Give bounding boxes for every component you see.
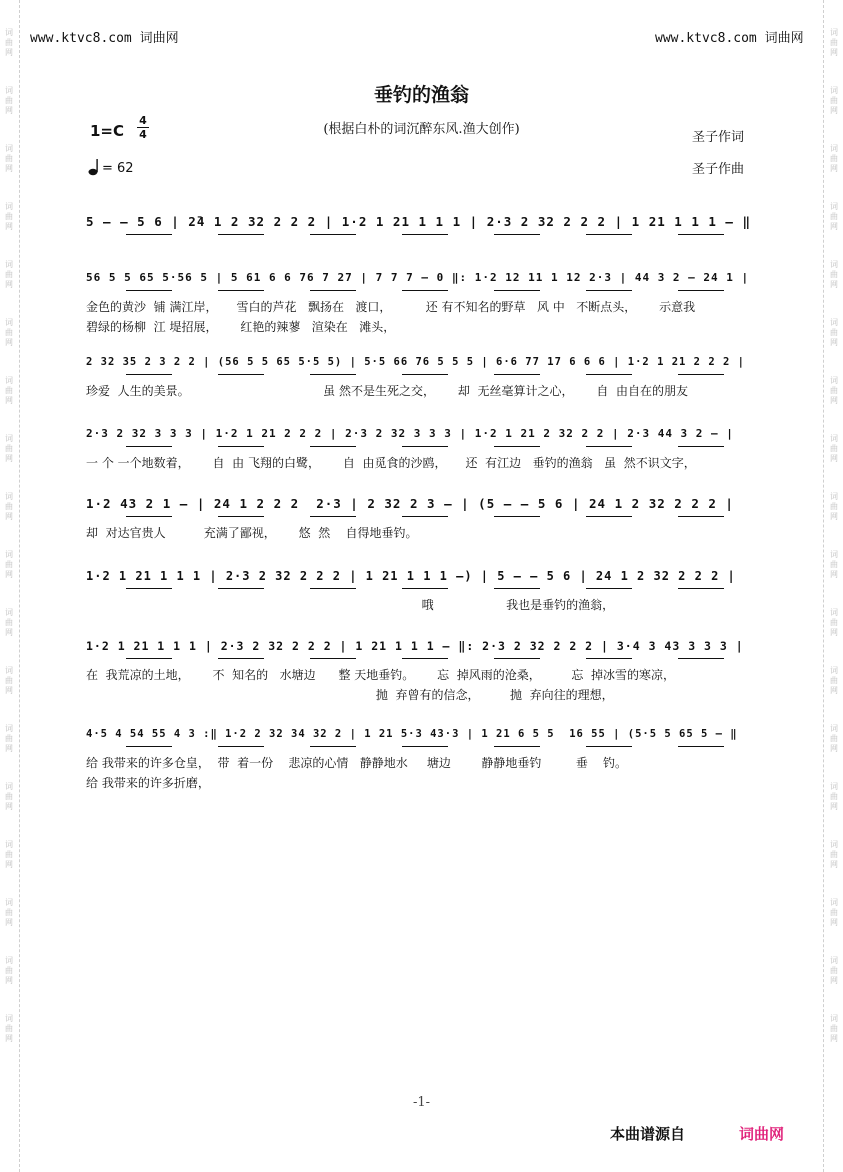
beam-line — [218, 446, 264, 447]
watermark-group — [5, 666, 13, 696]
watermark-char: 词 — [830, 782, 838, 791]
beam-line — [310, 234, 356, 235]
notation-line: 5 — — 5 6 | 2̄4 1 2 32 2 2 2 | 1·2 1 21 1 1 1 | 2·3 2 32 2 2 2 | 1 21 1 1 1 — ‖ — [86, 214, 751, 229]
beam-lines — [86, 234, 766, 240]
watermark-char: 词 — [830, 898, 838, 907]
watermark-char: 词 — [830, 28, 838, 37]
beam-line — [494, 234, 540, 235]
watermark-char: 曲 — [830, 328, 838, 337]
quarter-note-icon — [88, 158, 102, 176]
beam-line — [402, 374, 448, 375]
beam-line — [678, 746, 724, 747]
watermark-char: 网 — [5, 802, 13, 811]
left-margin-dashed-line — [19, 0, 20, 1172]
watermark-char: 词 — [830, 434, 838, 443]
watermark-char: 网 — [830, 164, 838, 173]
score-row — [86, 266, 766, 336]
watermark-char: 曲 — [5, 502, 13, 511]
score-row — [86, 634, 766, 704]
right-margin-dashed-line — [823, 0, 824, 1172]
watermark-char: 词 — [5, 1014, 13, 1023]
watermark-char: 曲 — [830, 386, 838, 395]
beam-lines — [86, 290, 766, 296]
beam-line — [126, 658, 172, 659]
beam-line — [126, 234, 172, 235]
watermark-char: 网 — [5, 686, 13, 695]
watermark-char: 词 — [5, 492, 13, 501]
beam-line — [494, 588, 540, 589]
watermark-group — [5, 318, 13, 348]
notation-line: 1·2 1 21 1 1 1 | 2·3 2 32 2 2 2 | 1 21 1 1 1 —) | 5 — — 5 6 | 24 1 2 32 2 2 2 | — [86, 569, 736, 583]
beam-line — [126, 446, 172, 447]
beam-line — [586, 588, 632, 589]
score-row — [86, 564, 766, 634]
watermark-group — [5, 550, 13, 580]
watermark-char: 网 — [5, 744, 13, 753]
watermark-char: 曲 — [830, 270, 838, 279]
watermark-char: 曲 — [5, 792, 13, 801]
watermark-char: 词 — [830, 144, 838, 153]
watermark-char: 网 — [830, 918, 838, 927]
beam-line — [494, 374, 540, 375]
watermark-char: 曲 — [830, 792, 838, 801]
watermark-char: 曲 — [830, 38, 838, 47]
watermark-char: 网 — [5, 1034, 13, 1043]
notation-line: 56 5 5 65 5·56 5 | 5 61 6 6 76 7 27 | 7 7 7 — 0 ‖: 1·2 12 11 1 12 2·3 | 44 3 2 — 24 1 | — [86, 271, 750, 284]
beam-line — [586, 446, 632, 447]
lyric-line: 在 我荒凉的土地， 不 知名的 水塘边 整 天地垂钓。 忘 掉风雨的沧桑， 忘 掉冰雪的寒凉， — [86, 668, 675, 682]
source-credit — [610, 1123, 784, 1144]
watermark-group — [830, 898, 838, 928]
beam-line — [310, 290, 356, 291]
watermark-group — [830, 260, 838, 290]
beam-lines — [86, 516, 766, 522]
lyric-line: 抛 弃曾有的信念， 抛 弃向往的理想， — [86, 688, 614, 702]
watermark-char: 网 — [830, 744, 838, 753]
watermark-char: 网 — [830, 106, 838, 115]
watermark-char: 曲 — [5, 444, 13, 453]
watermark-char: 曲 — [5, 212, 13, 221]
watermark-char: 网 — [5, 164, 13, 173]
watermark-group — [5, 202, 13, 232]
beam-line — [310, 746, 356, 747]
beam-line — [126, 588, 172, 589]
lyric-line: 一 个 一个地数着， 自 由 飞翔的白鹭， 自 由觅食的沙鸥， 还 有江边 垂钓的渔翁 虽 然不识文字， — [86, 456, 696, 470]
watermark-char: 曲 — [5, 96, 13, 105]
watermark-char: 词 — [830, 666, 838, 675]
lyricist-credit: 圣子作词 — [692, 130, 745, 145]
watermark-char: 网 — [5, 48, 13, 57]
watermark-group — [830, 318, 838, 348]
beam-line — [678, 588, 724, 589]
watermark-char: 网 — [830, 628, 838, 637]
watermark-char: 词 — [830, 202, 838, 211]
watermark-group — [830, 492, 838, 522]
watermark-char: 网 — [830, 512, 838, 521]
watermark-char: 网 — [830, 454, 838, 463]
watermark-group — [5, 608, 13, 638]
watermark-group — [5, 492, 13, 522]
watermark-group — [830, 28, 838, 58]
watermark-char: 网 — [5, 976, 13, 985]
page-number: -1- — [412, 1095, 431, 1110]
beam-line — [678, 516, 724, 517]
score-row — [86, 350, 766, 420]
watermark-char: 曲 — [830, 1024, 838, 1033]
watermark-group — [830, 724, 838, 754]
watermark-char: 曲 — [830, 618, 838, 627]
watermark-char: 网 — [830, 222, 838, 231]
watermark-char: 曲 — [830, 96, 838, 105]
watermark-char: 网 — [830, 338, 838, 347]
beam-line — [678, 446, 724, 447]
watermark-char: 网 — [5, 280, 13, 289]
watermark-char: 曲 — [5, 966, 13, 975]
watermark-group — [830, 782, 838, 812]
watermark-group — [5, 898, 13, 928]
song-subtitle: (根据白朴的词沉醉东风.渔大创作) — [323, 122, 520, 137]
watermark-group — [5, 434, 13, 464]
beam-line — [586, 658, 632, 659]
watermark-char: 曲 — [830, 966, 838, 975]
time-signature-bottom: 4 — [137, 127, 149, 141]
watermark-char: 词 — [830, 318, 838, 327]
beam-line — [218, 658, 264, 659]
tempo-value: = 62 — [102, 161, 134, 176]
lyric-line: 却 对达官贵人 充满了鄙视， 悠 然 自得地垂钓。 — [86, 526, 418, 540]
beam-lines — [86, 446, 766, 452]
watermark-char: 曲 — [5, 270, 13, 279]
beam-line — [126, 746, 172, 747]
watermark-char: 词 — [830, 724, 838, 733]
score-row — [86, 422, 766, 492]
watermark-char: 曲 — [5, 560, 13, 569]
watermark-char: 曲 — [5, 676, 13, 685]
watermark-char: 网 — [830, 570, 838, 579]
watermark-char: 词 — [5, 724, 13, 733]
beam-line — [218, 290, 264, 291]
watermark-group — [5, 28, 13, 58]
notation-line: 1·2 1 21 1 1 1 | 2·3 2 32 2 2 2 | 1 21 1 1 1 — ‖: 2·3 2 32 2 2 2 | 3·4 3 43 3 3 3 | — [86, 639, 744, 653]
time-signature — [137, 114, 149, 141]
watermark-char: 词 — [5, 782, 13, 791]
watermark-group — [5, 1014, 13, 1044]
watermark-group — [830, 550, 838, 580]
beam-lines — [86, 658, 766, 664]
watermark-char: 网 — [5, 222, 13, 231]
watermark-char: 曲 — [5, 850, 13, 859]
watermark-char: 网 — [5, 454, 13, 463]
lyric-line: 金色的黄沙 铺 满江岸， 雪白的芦花 飘扬在 渡口， 还 有不知名的野草 风 中 不断点头， 示意我 — [86, 300, 696, 314]
beam-line — [494, 746, 540, 747]
lyric-line: 珍爱 人生的美景。 虽 然不是生死之交， 却 无丝毫算计之心， 自 由自在的朋友 — [86, 384, 688, 398]
beam-line — [678, 374, 724, 375]
watermark-char: 曲 — [830, 734, 838, 743]
watermark-char: 词 — [830, 608, 838, 617]
header-url-right[interactable]: www.ktvc8.com 词曲网 — [655, 31, 804, 46]
watermark-char: 词 — [830, 492, 838, 501]
watermark-group — [830, 956, 838, 986]
time-signature-top: 4 — [139, 114, 147, 127]
beam-line — [678, 290, 724, 291]
beam-line — [126, 374, 172, 375]
beam-line — [402, 516, 448, 517]
beam-line — [678, 658, 724, 659]
watermark-group — [5, 724, 13, 754]
watermark-char: 网 — [830, 976, 838, 985]
watermark-char: 网 — [830, 686, 838, 695]
watermark-char: 曲 — [5, 328, 13, 337]
watermark-char: 网 — [830, 396, 838, 405]
tempo-marking — [88, 158, 134, 176]
watermark-char: 词 — [5, 666, 13, 675]
watermark-char: 曲 — [830, 850, 838, 859]
watermark-group — [5, 956, 13, 986]
watermark-group — [830, 608, 838, 638]
beam-line — [402, 746, 448, 747]
watermark-group — [830, 144, 838, 174]
score-row — [86, 492, 766, 562]
watermark-char: 词 — [5, 28, 13, 37]
watermark-group — [5, 144, 13, 174]
watermark-char: 词 — [5, 376, 13, 385]
beam-lines — [86, 588, 766, 594]
beam-line — [494, 446, 540, 447]
watermark-char: 网 — [5, 396, 13, 405]
watermark-char: 曲 — [5, 908, 13, 917]
notation-line: 2·3 2 32 3 3 3 | 1·2 1 21 2 2 2 | 2·3 2 32 3 3 3 | 1·2 1 21 2 32 2 2 | 2·3 44 3 2 — | — [86, 427, 734, 440]
beam-line — [310, 588, 356, 589]
watermark-char: 曲 — [830, 560, 838, 569]
beam-line — [494, 290, 540, 291]
watermark-char: 词 — [830, 550, 838, 559]
watermark-char: 词 — [5, 86, 13, 95]
watermark-char: 曲 — [830, 212, 838, 221]
watermark-char: 词 — [830, 840, 838, 849]
beam-line — [494, 516, 540, 517]
watermark-char: 词 — [5, 318, 13, 327]
watermark-char: 词 — [5, 608, 13, 617]
watermark-char: 词 — [5, 202, 13, 211]
beam-line — [218, 588, 264, 589]
watermark-group — [5, 840, 13, 870]
beam-lines — [86, 374, 766, 380]
watermark-char: 词 — [830, 86, 838, 95]
source-brand-link[interactable]: 词曲网 — [739, 1125, 785, 1143]
watermark-char: 网 — [5, 338, 13, 347]
watermark-char: 网 — [5, 918, 13, 927]
beam-line — [586, 746, 632, 747]
lyric-line: 哦 我也是垂钓的渔翁， — [86, 598, 615, 612]
watermark-char: 网 — [830, 802, 838, 811]
watermark-group — [830, 666, 838, 696]
watermark-char: 曲 — [5, 1024, 13, 1033]
watermark-group — [830, 376, 838, 406]
header-url-left[interactable]: www.ktvc8.com 词曲网 — [30, 31, 179, 46]
beam-line — [218, 374, 264, 375]
beam-line — [402, 234, 448, 235]
watermark-char: 曲 — [830, 502, 838, 511]
watermark-char: 网 — [830, 280, 838, 289]
beam-line — [218, 234, 264, 235]
notation-line: 2 32 35 2 3 2 2 | (56 5 5 65 5·5 5) | 5·5 66 76 5 5 5 | 6·6 77 17 6 6 6 | 1·2 1 21 2 2 2 | — [86, 356, 745, 368]
watermark-char: 网 — [830, 860, 838, 869]
source-label: 本曲谱源自 — [610, 1125, 686, 1143]
watermark-char: 曲 — [830, 154, 838, 163]
beam-line — [586, 234, 632, 235]
watermark-char: 词 — [830, 260, 838, 269]
beam-line — [402, 658, 448, 659]
watermark-char: 网 — [5, 106, 13, 115]
watermark-group — [830, 1014, 838, 1044]
watermark-char: 词 — [5, 956, 13, 965]
watermark-char: 网 — [830, 1034, 838, 1043]
beam-line — [126, 516, 172, 517]
watermark-char: 词 — [5, 144, 13, 153]
watermark-char: 网 — [5, 570, 13, 579]
beam-line — [586, 516, 632, 517]
watermark-char: 词 — [5, 434, 13, 443]
notation-line: 4·5 4 54 55 4 3 :‖ 1·2 2 32 34 32 2 | 1 21 5·3 43·3 | 1 21 6 5 5 16 55 | (5·5 5 65 5 — ‖ — [86, 728, 738, 740]
watermark-group — [830, 434, 838, 464]
beam-lines — [86, 746, 766, 752]
watermark-char: 曲 — [5, 734, 13, 743]
watermark-group — [830, 202, 838, 232]
watermark-char: 词 — [830, 1014, 838, 1023]
watermark-char: 曲 — [830, 444, 838, 453]
left-watermark-strip — [0, 0, 18, 1172]
watermark-char: 网 — [830, 48, 838, 57]
right-watermark-strip — [825, 0, 843, 1172]
beam-line — [310, 374, 356, 375]
song-title: 垂钓的渔翁 — [373, 84, 469, 106]
watermark-char: 曲 — [830, 908, 838, 917]
beam-line — [402, 290, 448, 291]
watermark-char: 词 — [5, 840, 13, 849]
key-signature: 1=C — [90, 122, 125, 140]
lyric-line: 给 我带来的许多仓皇， 带 着一份 悲凉的心情 静静地水 塘边 静静地垂钓 垂 钓。 — [86, 756, 627, 770]
beam-line — [678, 234, 724, 235]
beam-line — [218, 516, 264, 517]
beam-line — [310, 658, 356, 659]
watermark-char: 网 — [5, 628, 13, 637]
beam-line — [126, 290, 172, 291]
beam-line — [402, 588, 448, 589]
beam-line — [586, 290, 632, 291]
watermark-char: 词 — [830, 956, 838, 965]
composer-credit: 圣子作曲 — [692, 162, 745, 177]
beam-line — [310, 516, 356, 517]
watermark-char: 曲 — [5, 154, 13, 163]
watermark-char: 词 — [5, 260, 13, 269]
watermark-group — [5, 376, 13, 406]
watermark-char: 词 — [830, 376, 838, 385]
beam-line — [402, 446, 448, 447]
watermark-char: 曲 — [5, 386, 13, 395]
watermark-group — [5, 782, 13, 812]
watermark-group — [5, 260, 13, 290]
lyric-line: 给 我带来的许多折磨， — [86, 776, 210, 790]
beam-line — [494, 658, 540, 659]
watermark-char: 词 — [5, 550, 13, 559]
watermark-char: 词 — [5, 898, 13, 907]
beam-line — [218, 746, 264, 747]
lyric-line: 碧绿的杨柳 江 堤招展， 红艳的辣蓼 渲染在 滩头， — [86, 320, 396, 334]
beam-line — [310, 446, 356, 447]
notation-line: 1·2 43 2 1 — | 24 1 2 2 2 2·3 | 2 32 2 3 — | (5 — — 5 6 | 24 1 2 32 2 2 2 | — [86, 496, 734, 511]
watermark-char: 网 — [5, 860, 13, 869]
watermark-char: 曲 — [5, 618, 13, 627]
watermark-char: 曲 — [5, 38, 13, 47]
beam-line — [586, 374, 632, 375]
watermark-char: 网 — [5, 512, 13, 521]
watermark-char: 曲 — [830, 676, 838, 685]
score-row — [86, 722, 766, 792]
watermark-group — [830, 840, 838, 870]
